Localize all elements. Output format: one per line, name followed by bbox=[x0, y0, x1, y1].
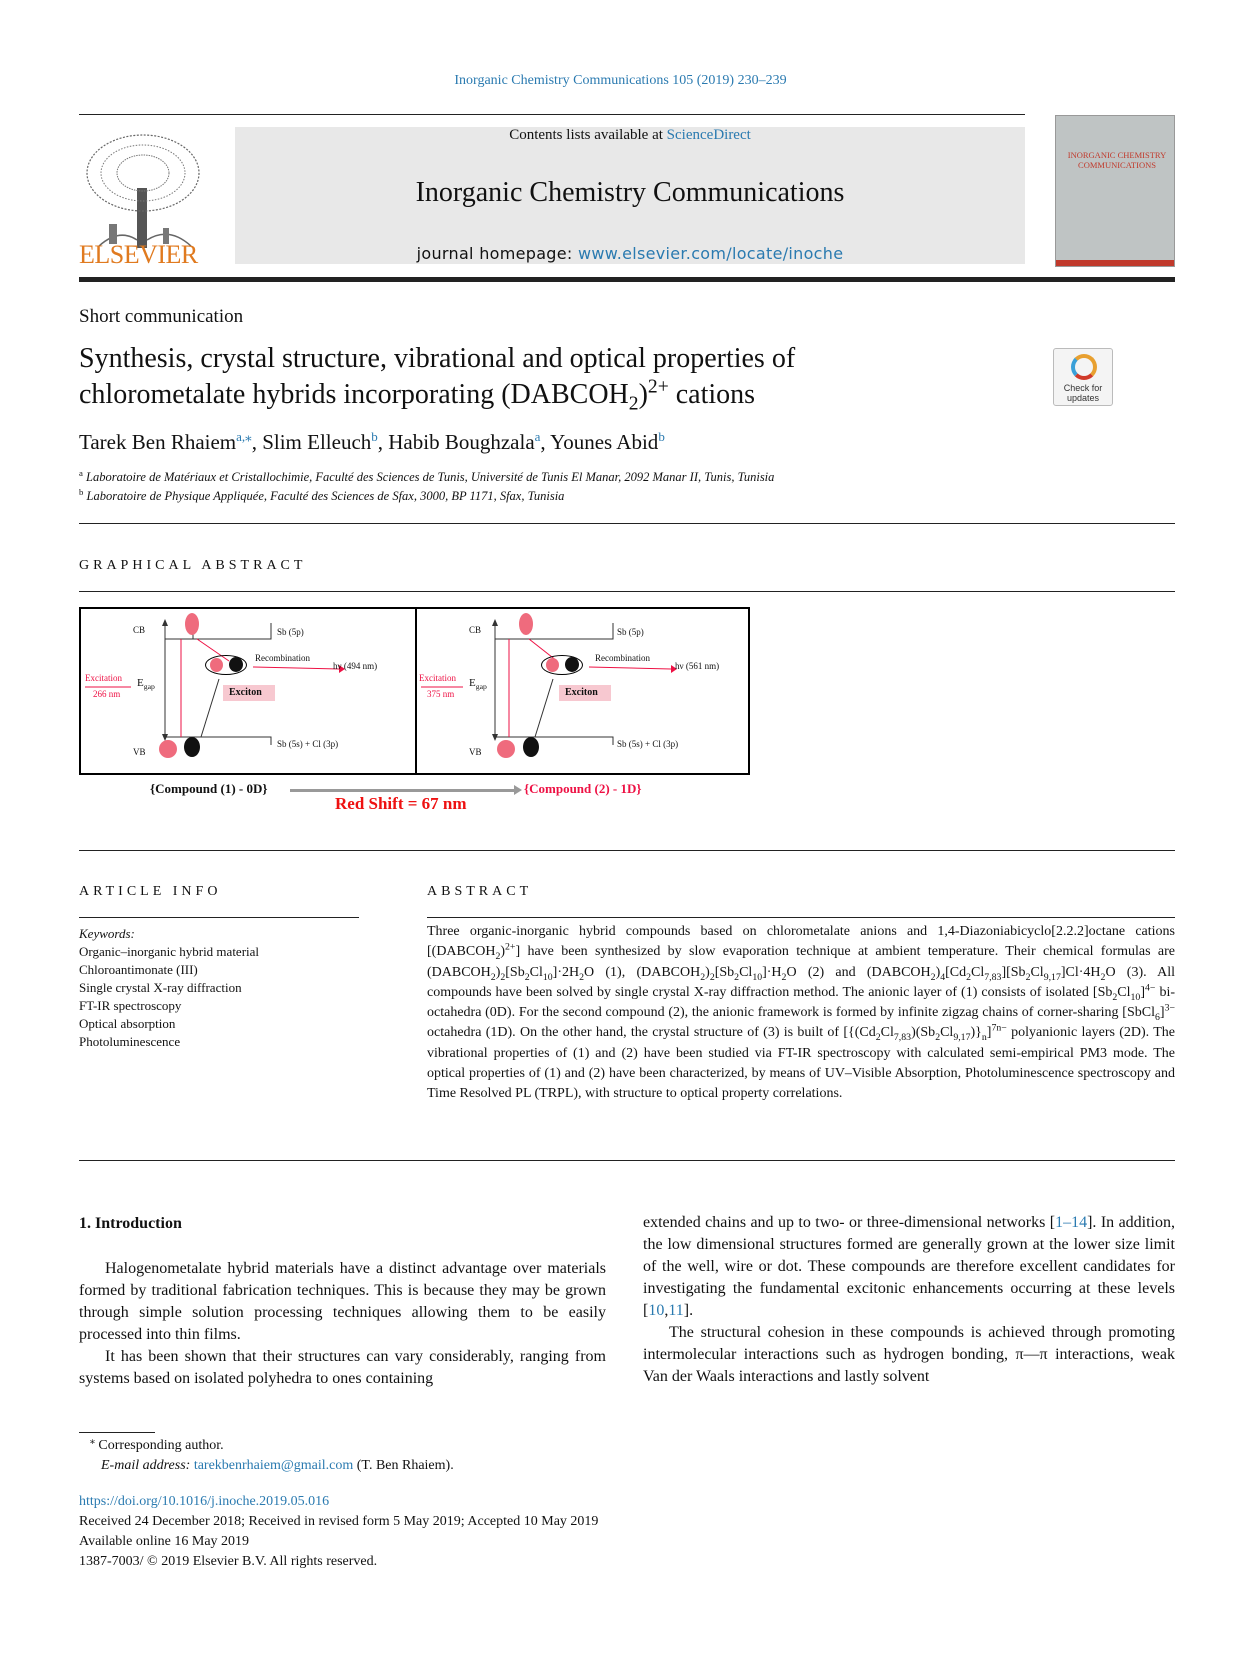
graphical-abstract-figure: CB VB Sb (5p) Sb (5s) + Cl (3p) Recombination hν (494 nm) Exciton Excitation 266 nm $E_{gap}$ CB VB Sb (5p) Sb (5s) + Cl (3p) Recombination hν (561 nm) Exciton Excitation 375 nm $E_{gap}$ bbox=[79, 607, 750, 775]
electron-icon bbox=[159, 740, 177, 758]
abstract-text: Three organic-inorganic hybrid compounds based on chlorometalate anions and 1,4-Diazoniabicyclo[2.2.2]octane cations $[(DABCOH_2)^{2+}]$ have been synthesized by slow evaporation technique at ambient temperature. Their chemical formulas are $(DABCOH_2)_2[Sb_2Cl_{10}]\cdot 2H_2O$ (1), $(DABCOH_2)_2[Sb_2Cl_{10}]\cdot H_2O$ (2) and $(DABCOH_2)_4[Cd_2Cl_{7,83}][Sb_2Cl_{9,17}]Cl\cdot 4H_2O$ (3). All compounds have been solved by single crystal X-ray diffraction method. The anionic layer of (1) consists of isolated $[Sb_2Cl_{10}]^{4-}$ bi-octahedra (0D). For the second compound (2), the anionic framework is formed by infinite zigzag chains of corner-sharing [SbCl$_6$]$^{3-}$ octahedra (1D). On the other hand, the crystal structure of (3) is built of $[\{(Cd_2Cl_{7,83})(Sb_2Cl_{9,17})\}_n]^{7n-}$ polyanionic layers (2D). The vibrational properties of (1) and (2) have been studied via FT-IR spectroscopy with calculated semi-empirical PM3 mode. The optical properties of (1) and (2) have been characterized, by means of UV–Visible Absorption, Photoluminescence spectroscopy and Time Resolved PL (TRPL), with structure to optical property correlations. bbox=[427, 924, 1176, 1102]
citation-link[interactable]: 1–14 bbox=[1055, 1214, 1088, 1231]
intro-left-para-2: It has been shown that their structures can vary considerably, ranging from systems based on isolated polyhedra to ones containing bbox=[79, 1348, 606, 1387]
electron-icon bbox=[497, 740, 515, 758]
hole-icon bbox=[523, 737, 539, 757]
keyword: Chloroantimonate (III) bbox=[79, 962, 198, 977]
author-name[interactable]: Habib Boughzala bbox=[388, 430, 535, 454]
red-shift-arrow bbox=[290, 789, 514, 792]
arrow-head-icon bbox=[514, 785, 522, 795]
rule-ga-top bbox=[79, 591, 1175, 592]
copyright: 1387-7003/ © 2019 Elsevier B.V. All rights reserved. bbox=[79, 1554, 378, 1569]
cover-bar bbox=[1056, 260, 1174, 266]
check-for-updates-button[interactable]: Check for updates bbox=[1053, 348, 1113, 406]
author-list: Tarek Ben Rhaiem$^{a,⁎}$, Slim Elleuch$^b$, Habib Boughzala$^a$, Younes Abid$^b$ bbox=[79, 429, 665, 454]
keyword: Optical absorption bbox=[79, 1016, 176, 1031]
homepage-line: journal homepage: www.elsevier.com/locate/inoche bbox=[416, 244, 844, 263]
electron-icon bbox=[519, 613, 533, 635]
journal-reference[interactable]: Inorganic Chemistry Communications 105 (2019) 230–239 bbox=[454, 73, 787, 88]
contents-line: Contents lists available at ScienceDirect bbox=[509, 127, 751, 143]
section-heading-introduction: 1. Introduction bbox=[79, 1215, 182, 1232]
author-name[interactable]: Tarek Ben Rhaiem bbox=[79, 430, 237, 454]
affiliation-b: $^b$ Laboratoire de Physique Appliquée, Faculté des Sciences de Sfax, 3000, BP 1171, Sfax, Tunisia bbox=[79, 486, 565, 503]
keywords-label: Keywords: bbox=[79, 926, 135, 941]
sciencedirect-link[interactable]: ScienceDirect bbox=[666, 127, 751, 143]
intro-left-para-1: Halogenometalate hybrid materials have a distinct advantage over materials formed by traditional fabrication techniques. This is because they may be grown through simple solution processing techniques allowing them to be easily processed into thin films. bbox=[79, 1260, 606, 1343]
hole-icon bbox=[565, 657, 579, 672]
author-name[interactable]: Younes Abid bbox=[550, 430, 659, 454]
publisher-name: ELSEVIER bbox=[79, 240, 198, 269]
homepage-link[interactable]: www.elsevier.com/locate/inoche bbox=[578, 244, 844, 263]
rule-info bbox=[79, 917, 359, 918]
citation-link[interactable]: 10 bbox=[648, 1302, 665, 1319]
email-link[interactable]: tarekbenrhaiem@gmail.com bbox=[193, 1458, 354, 1473]
journal-title: Inorganic Chemistry Communications bbox=[415, 177, 845, 208]
red-shift-label: Red Shift = 67 nm bbox=[335, 794, 467, 813]
keyword: FT-IR spectroscopy bbox=[79, 998, 182, 1013]
electron-icon bbox=[210, 658, 223, 672]
abstract-heading: ABSTRACT bbox=[427, 884, 533, 899]
electron-icon bbox=[546, 658, 559, 672]
received-dates: Received 24 December 2018; Received in revised form 5 May 2019; Accepted 10 May 2019 bbox=[79, 1514, 599, 1529]
footnote-rule bbox=[79, 1432, 155, 1433]
email-line: E-mail address: tarekbenrhaiem@gmail.com (T. Ben Rhaiem). bbox=[101, 1458, 454, 1473]
article-info-heading: ARTICLE INFO bbox=[79, 884, 222, 899]
keyword: Single crystal X-ray diffraction bbox=[79, 980, 242, 995]
hole-icon bbox=[184, 737, 200, 757]
journal-banner bbox=[235, 127, 1025, 264]
article-title: Synthesis, crystal structure, vibrational and optical properties of chlorometalate hybrids incorporating $(DABCOH_2)^{2+}$ cations bbox=[79, 343, 796, 415]
article-type: Short communication bbox=[79, 306, 244, 327]
header-rule-top bbox=[79, 114, 1025, 115]
corresponding-author-note: ⁎ Corresponding author. bbox=[90, 1435, 224, 1453]
citation-link[interactable]: 11 bbox=[668, 1302, 684, 1319]
author-name[interactable]: Slim Elleuch bbox=[262, 430, 372, 454]
intro-right-para-1: extended chains and up to two- or three-dimensional networks [1–14]. In addition, the low dimensional structures formed are generally grown at the lower size limit of the well, wire or dot. These compounds are therefore excellent candidates for investigating the fundamental excitonic enhancements occurring at these levels [10,11]. bbox=[643, 1214, 1176, 1319]
compound-2-label: {Compound (2) - 1D} bbox=[524, 781, 642, 796]
journal-cover[interactable] bbox=[1055, 115, 1175, 267]
keyword: Organic–inorganic hybrid material bbox=[79, 944, 260, 959]
keyword: Photoluminescence bbox=[79, 1034, 181, 1049]
rule-ga-bottom bbox=[79, 850, 1175, 851]
intro-right-para-2: The structural cohesion in these compounds is achieved through promoting intermolecular interactions such as hydrogen bonding, π—π interactions, weak Van der Waals interactions and lastly solvent bbox=[643, 1324, 1175, 1385]
doi-link[interactable]: https://doi.org/10.1016/j.inoche.2019.05.016 bbox=[79, 1494, 330, 1509]
rule-after-affil bbox=[79, 523, 1175, 524]
cover-title: INORGANIC CHEMISTRY COMMUNICATIONS bbox=[1067, 150, 1167, 170]
rule-abstract-bottom bbox=[79, 1160, 1175, 1161]
electron-icon bbox=[185, 613, 199, 635]
available-online: Available online 16 May 2019 bbox=[79, 1534, 250, 1549]
compound-1-label: {Compound (1) - 0D} bbox=[150, 781, 268, 796]
graphical-abstract-heading: GRAPHICAL ABSTRACT bbox=[79, 558, 307, 573]
header-rule-thick bbox=[79, 277, 1175, 282]
hole-icon bbox=[229, 657, 243, 672]
check-updates-icon bbox=[1071, 354, 1097, 380]
rule-abstract bbox=[427, 917, 1175, 918]
affiliation-a: $^a$ Laboratoire de Matériaux et Cristallochimie, Faculté des Sciences de Tunis, Université de Tunis El Manar, 2092 Manar II, Tunis, Tunisia bbox=[79, 467, 775, 484]
